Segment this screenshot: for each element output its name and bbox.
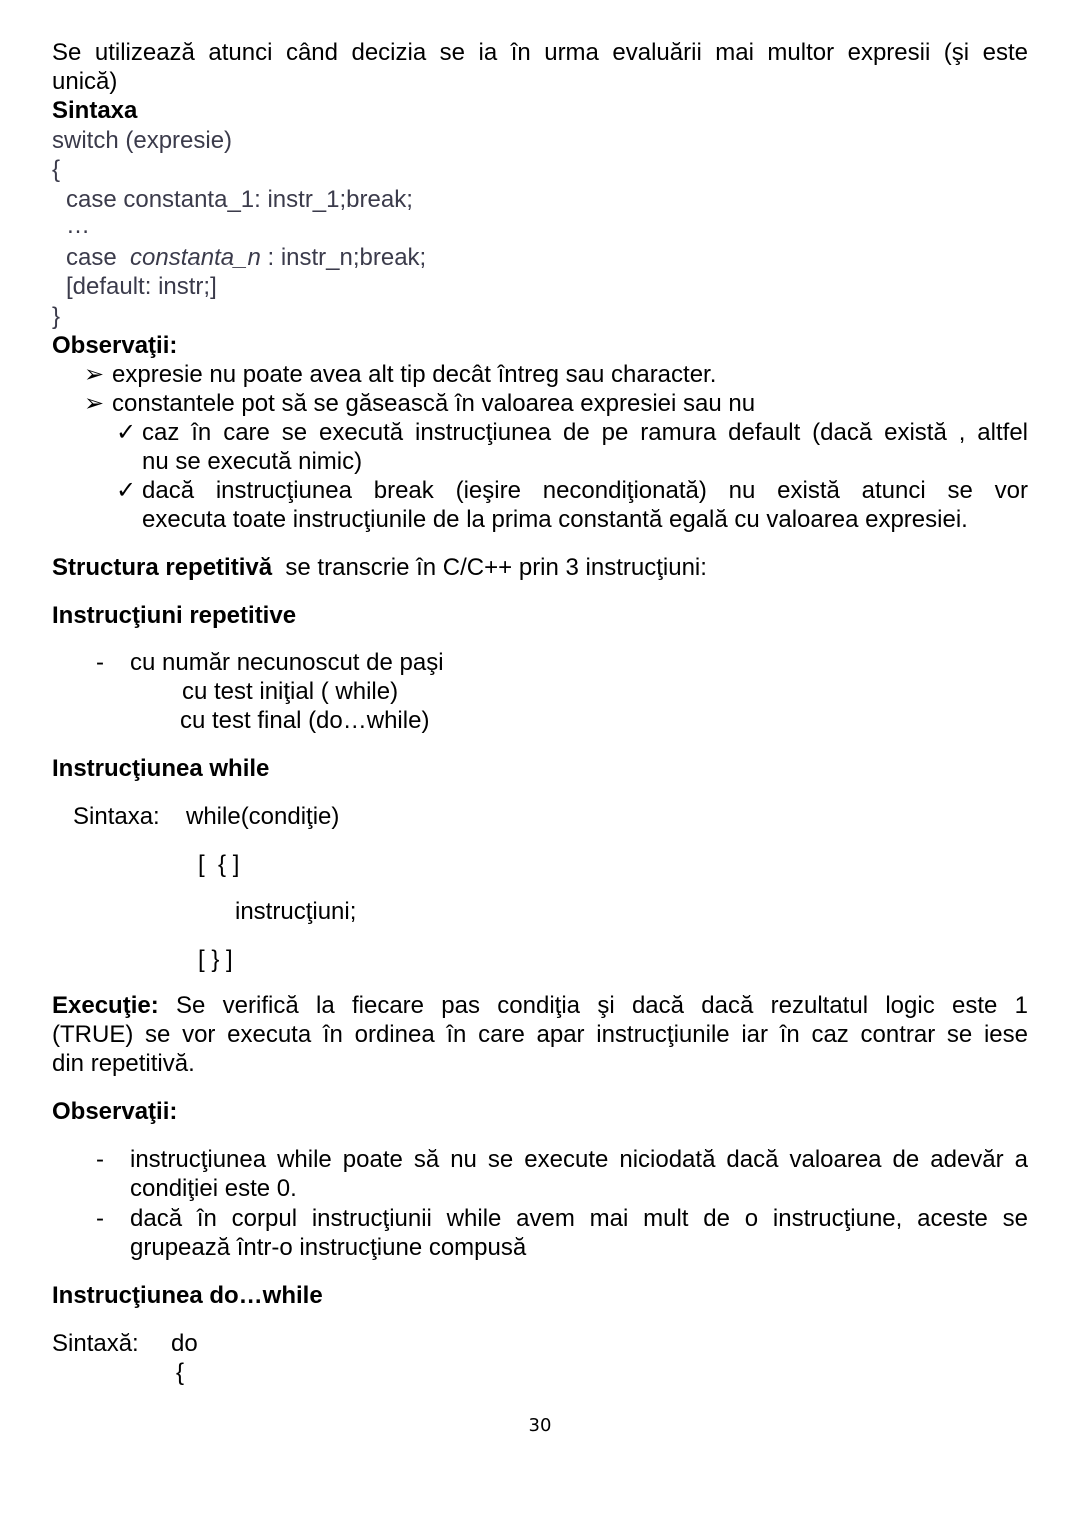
repetitive-intro <box>52 554 707 582</box>
code-casen <box>66 244 426 272</box>
code-close-brace: } <box>52 303 61 330</box>
syntax-heading: Sintaxa <box>52 97 138 124</box>
while-open: [ { ] <box>198 851 240 878</box>
page-number: 30 <box>528 1415 552 1436</box>
repetitive-sub1: cu test iniţial ( while) <box>182 678 399 705</box>
dowhile-syntax-label: Sintaxă: <box>52 1330 139 1357</box>
code-case1: case constanta_1: instr_1;break; <box>66 186 413 213</box>
check-item-line2: executa toate instrucţiunile de la prima constantă egală cu valoarea expresiei. <box>142 506 968 533</box>
repetitive-heading: Instrucţiuni repetitive <box>52 602 297 629</box>
obs-item <box>84 361 716 389</box>
code-casen-kw: case <box>66 244 131 271</box>
arrow-bullet-icon: ➢ <box>84 390 105 417</box>
exec-line3: din repetitivă. <box>52 1050 195 1077</box>
check-item-line1: dacă instrucţiunea break (ieşire necondiţionată) nu există atunci se vor <box>142 477 1028 504</box>
exec-text: Se verifică la fiecare pas condiţia şi dacă dacă rezultatul logic este 1 <box>158 992 1028 1019</box>
while-obs-heading: Observaţii: <box>52 1098 178 1125</box>
while-obs-line1: dacă în corpul instrucţiunii while avem mai mult de o instrucţiune, aceste se <box>130 1205 1028 1232</box>
observations-heading: Observaţii: <box>52 332 178 359</box>
code-casen-rest: : instr_n;break; <box>260 244 427 271</box>
switch-intro-line2: unică) <box>52 68 118 95</box>
code-casen-const: constanta_n <box>130 244 261 271</box>
obs-item <box>84 390 755 418</box>
check-bullet-icon: ✓ <box>116 477 137 504</box>
code-switch: switch (expresie) <box>52 127 233 154</box>
check-bullet-icon: ✓ <box>116 419 137 446</box>
repetitive-item: cu număr necunoscut de paşi <box>130 649 444 676</box>
while-close: [ } ] <box>198 946 233 973</box>
obs-text: expresie nu poate avea alt tip decât întreg sau character. <box>112 361 717 388</box>
while-heading: Instrucţiunea while <box>52 755 270 782</box>
while-syntax-label: Sintaxa: <box>73 803 160 830</box>
while-syntax-line: while(condiţie) <box>186 803 340 830</box>
code-default: [default: instr;] <box>66 273 217 300</box>
check-item-line1: caz în care se execută instrucţiunea de pe ramura default (dacă există , altfel <box>142 419 1028 446</box>
while-body: instrucţiuni; <box>235 898 357 925</box>
repetitive-bold: Structura repetitivă <box>52 554 273 581</box>
while-obs-line2: grupează într-o instrucţiune compusă <box>130 1234 527 1261</box>
while-obs-line2: condiţiei este 0. <box>130 1175 297 1202</box>
dash-bullet: - <box>96 1146 104 1173</box>
arrow-bullet-icon: ➢ <box>84 361 105 388</box>
switch-intro-line1: Se utilizează atunci când decizia se ia în urma evaluării mai multor expresii (şi este <box>52 39 1028 66</box>
repetitive-sub2: cu test final (do…while) <box>180 707 430 734</box>
check-item-line2: nu se execută nimic) <box>142 448 363 475</box>
dowhile-heading: Instrucţiunea do…while <box>52 1282 323 1309</box>
dowhile-do: do <box>171 1330 198 1357</box>
dowhile-open: { <box>176 1359 185 1386</box>
while-obs-line1: instrucţiunea while poate să nu se execute niciodată dacă valoarea de adevăr a <box>130 1146 1028 1173</box>
exec-line2: (TRUE) se vor executa în ordinea în care apar instrucţiunile iar în caz contrar se iese <box>52 1021 1028 1048</box>
code-ellipsis: … <box>66 212 90 239</box>
exec-label: Execuţie: <box>52 992 159 1019</box>
dash-bullet: - <box>96 649 104 676</box>
repetitive-rest: se transcrie în C/C++ prin 3 instrucţiuni: <box>272 554 707 581</box>
exec-line1 <box>52 992 1028 1020</box>
code-open-brace: { <box>52 156 61 183</box>
dash-bullet: - <box>96 1205 104 1232</box>
obs-text: constantele pot să se găsească în valoarea expresiei sau nu <box>112 390 756 417</box>
